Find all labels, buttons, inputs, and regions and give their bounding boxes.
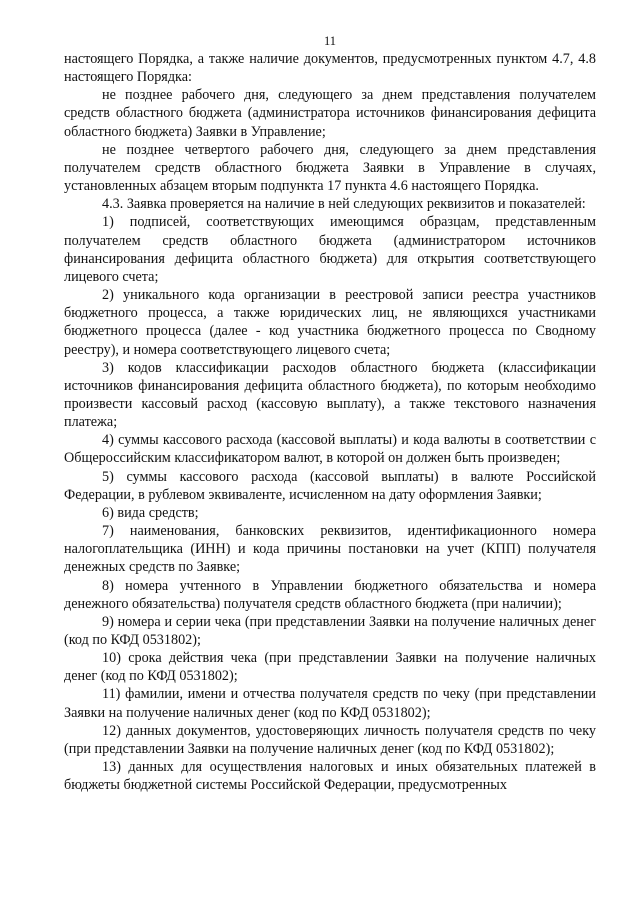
- paragraph: не позднее четвертого рабочего дня, следующего за днем представления получателем средств областного бюджета Заявки в Управление в случаях, установленных абзацем вторым подпункта 17 пункта 4.6 настоящего Порядка.: [64, 141, 596, 195]
- paragraph: 1) подписей, соответствующих имеющимся образцам, представленным получателем средств областного бюджета (администратором источников финансирования дефицита областного бюджета) для открытия соответствующего лицевого счета;: [64, 214, 596, 285]
- paragraph: не позднее рабочего дня, следующего за днем представления получателем средств областного бюджета (администратора источников финансирования дефицита областного бюджета) Заявки в Управление;: [64, 87, 596, 140]
- paragraph: 12) данных документов, удостоверяющих личность получателя средств по чеку (при представлении Заявки на получение наличных денег (код по КФД 0531802);: [64, 722, 596, 757]
- paragraph: 11) фамилии, имени и отчества получателя средств по чеку (при представлении Заявки на получение наличных денег (код по КФД 0531802);: [64, 686, 596, 721]
- document-body: [64, 50, 596, 794]
- paragraph: 5) суммы кассового расхода (кассовой выплаты) в валюте Российской Федерации, в рублевом эквиваленте, исчисленном на дату оформления Заявки;: [64, 468, 596, 503]
- paragraph: 4.3. Заявка проверяется на наличие в ней следующих реквизитов и показателей:: [102, 196, 586, 213]
- paragraph: 2) уникального кода организации в реестровой записи реестра участников бюджетного процесса, а также юридических лиц, не являющихся участниками бюджетного процесса (далее - код участника бюджетного процесса по Сводному реестру), и номера соответствующего лицевого счета;: [64, 287, 596, 358]
- paragraph: 10) срока действия чека (при представлении Заявки на получение наличных денег (код по КФД 0531802);: [64, 650, 596, 685]
- paragraph: 13) данных для осуществления налоговых и иных обязательных платежей в бюджеты бюджетной системы Российской Федерации, предусмотренных: [64, 759, 596, 794]
- paragraph: 8) номера учтенного в Управлении бюджетного обязательства и номера денежного обязательства) получателя средств областного бюджета (при наличии);: [64, 577, 596, 612]
- paragraph: 9) номера и серии чека (при представлении Заявки на получение наличных денег (код по КФД 0531802);: [64, 613, 596, 648]
- paragraph: 7) наименования, банковских реквизитов, идентификационного номера налогоплательщика (ИНН) и кода причины постановки на учет (КПП) получателя денежных средств по Заявке;: [64, 523, 596, 576]
- paragraph: 3) кодов классификации расходов областного бюджета (классификации источников финансирования дефицита областного бюджета), по которым необходимо произвести кассовый расход (кассовую выплату), а также текстового назначения платежа;: [64, 359, 596, 431]
- page-number: 11: [323, 34, 337, 48]
- paragraph: настоящего Порядка, а также наличие документов, предусмотренных пунктом 4.7, 4.8 настоящего Порядка:: [64, 51, 596, 86]
- paragraph: 6) вида средств;: [102, 504, 199, 521]
- paragraph: 4) суммы кассового расхода (кассовой выплаты) и кода валюты в соответствии с Общероссийским классификатором валют, в которой он должен быть произведен;: [64, 432, 596, 467]
